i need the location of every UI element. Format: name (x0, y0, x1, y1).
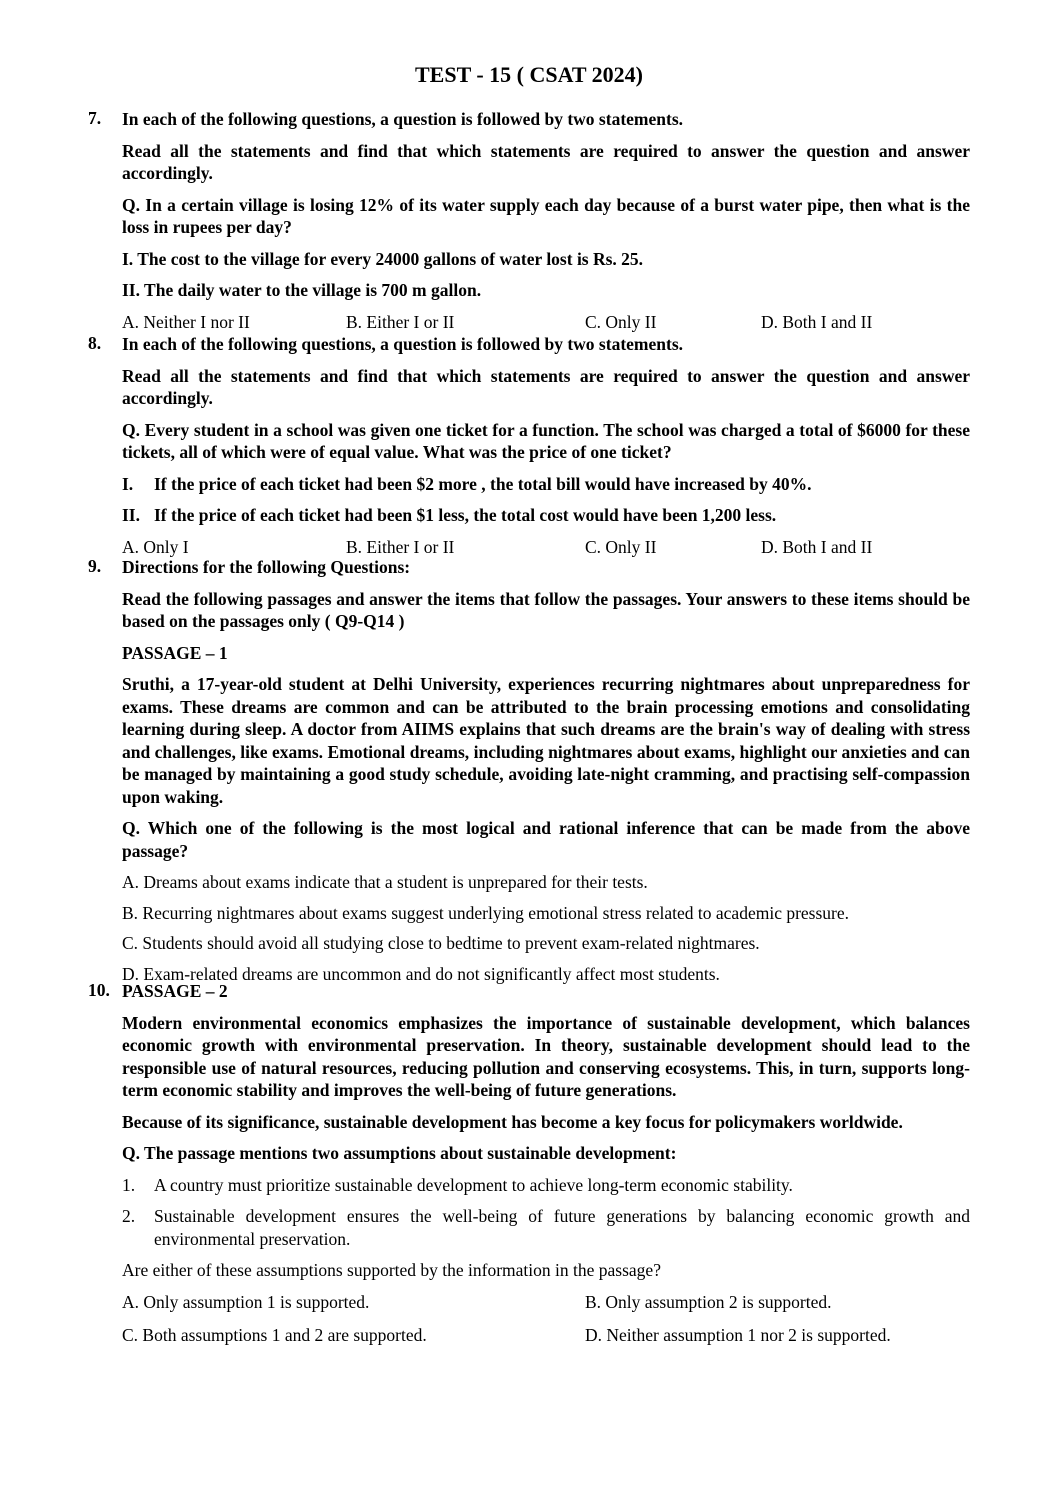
question-10 (88, 980, 970, 1346)
option-c[interactable]: C. Both assumptions 1 and 2 are supported. (122, 1324, 427, 1345)
assumption-number: 1. (122, 1174, 136, 1195)
statement-1 (122, 473, 970, 496)
question-text: Q. The passage mentions two assumptions about sustainable development: (122, 1143, 677, 1163)
option-b[interactable]: B. Either I or II (346, 536, 455, 557)
answer-options (122, 536, 970, 558)
assumption-text: Sustainable development ensures the well-being of future generations by balancing economic growth and environmental preservation. (154, 1206, 970, 1249)
question-intro: In each of the following questions, a question is followed by two statements. (122, 109, 683, 129)
option-c[interactable]: C. Only II (585, 311, 657, 332)
passage-paragraph-2: Because of its significance, sustainable development has become a key focus for policymakers worldwide. (122, 1111, 903, 1132)
statement-2 (122, 504, 970, 527)
question-8 (88, 333, 970, 558)
question-number: 9. (88, 556, 102, 576)
option-a[interactable]: A. Dreams about exams indicate that a student is unprepared for their tests. (122, 872, 648, 892)
assumption-2 (122, 1205, 970, 1250)
option-d[interactable]: D. Neither assumption 1 nor 2 is supported. (585, 1324, 891, 1345)
assumption-text: A country must prioritize sustainable development to achieve long-term economic stability. (154, 1174, 793, 1195)
question-7 (88, 108, 970, 333)
statement-text: If the price of each ticket had been $2 more , the total bill would have increased by 40%. (154, 473, 812, 494)
option-b[interactable]: B. Only assumption 2 is supported. (585, 1291, 832, 1312)
question-number: 10. (88, 980, 110, 1000)
assumption-number: 2. (122, 1206, 136, 1226)
passage-text: Sruthi, a 17-year-old student at Delhi University, experiences recurring nightmares about unpreparedness for exams. These dreams are common and can be attributed to the brain processing emotions and consolidating learning during sleep. A doctor from AIIMS explains that such dreams are the brain's way of dealing with stress and challenges, like exams. Emotional dreams, including nightmares about exams, highlight our anxieties and can be managed by maintaining a good study schedule, avoiding late-night cramming, and practising self-compassion upon waking. (122, 674, 970, 807)
directions-text: Read the following passages and answer the items that follow the passages. Your answers to these items should be based on the passages only ( Q9-Q14 ) (122, 588, 970, 631)
option-c[interactable]: C. Only II (585, 536, 657, 557)
option-a[interactable]: A. Only assumption 1 is supported. (122, 1291, 370, 1312)
page-title: TEST - 15 ( CSAT 2024) (415, 62, 643, 87)
passage-title: PASSAGE – 1 (122, 642, 228, 663)
option-d[interactable]: D. Both I and II (761, 311, 873, 332)
assumption-1 (122, 1174, 970, 1197)
passage-paragraph-1: Modern environmental economics emphasizes the importance of sustainable development, which balances economic growth with environmental preservation. In theory, sustainable development should lead to the responsible use of natural resources, reducing pollution and conserving ecosystems. This, in turn, supports long-term economic stability and improves the well-being of future generations. (122, 1012, 970, 1100)
question-text: Q. Every student in a school was given one ticket for a function. The school was charged a total of $6000 for these tickets, all of which were of equal value. What was the price of one ticket? (122, 419, 970, 462)
question-prompt: Are either of these assumptions supported by the information in the passage? (122, 1260, 661, 1280)
option-d[interactable]: D. Both I and II (761, 536, 873, 557)
option-d[interactable]: D. Exam-related dreams are uncommon and do not significantly affect most students. (122, 963, 720, 984)
question-9 (88, 556, 970, 993)
question-text: Q. Which one of the following is the most logical and rational inference that can be made from the above passage? (122, 818, 970, 861)
answer-options (122, 1291, 970, 1346)
directions-heading: Directions for the following Questions: (122, 557, 411, 577)
question-text: Q. In a certain village is losing 12% of its water supply each day because of a burst water pipe, then what is the loss in rupees per day? (122, 194, 970, 237)
question-number: 7. (88, 108, 102, 128)
statement-label: II. (122, 505, 140, 525)
passage-title: PASSAGE – 2 (122, 981, 228, 1001)
question-intro: In each of the following questions, a question is followed by two statements. (122, 334, 683, 354)
option-b[interactable]: B. Recurring nightmares about exams suggest underlying emotional stress related to academic pressure. (122, 902, 850, 923)
question-number: 8. (88, 333, 102, 353)
statement-label: I. (122, 473, 134, 494)
option-b[interactable]: B. Either I or II (346, 311, 455, 332)
option-a[interactable]: A. Neither I nor II (122, 311, 250, 332)
answer-options (122, 311, 970, 333)
statement-1: I. The cost to the village for every 24000 gallons of water lost is Rs. 25. (122, 248, 644, 269)
option-a[interactable]: A. Only I (122, 536, 189, 557)
question-instruction: Read all the statements and find that which statements are required to answer the question and answer accordingly. (122, 140, 970, 183)
statement-2: II. The daily water to the village is 700 m gallon. (122, 280, 482, 300)
statement-text: If the price of each ticket had been $1 less, the total cost would have been 1,200 less. (154, 505, 777, 525)
question-instruction: Read all the statements and find that which statements are required to answer the question and answer accordingly. (122, 365, 970, 408)
option-c[interactable]: C. Students should avoid all studying close to bedtime to prevent exam-related nightmares. (122, 933, 760, 953)
